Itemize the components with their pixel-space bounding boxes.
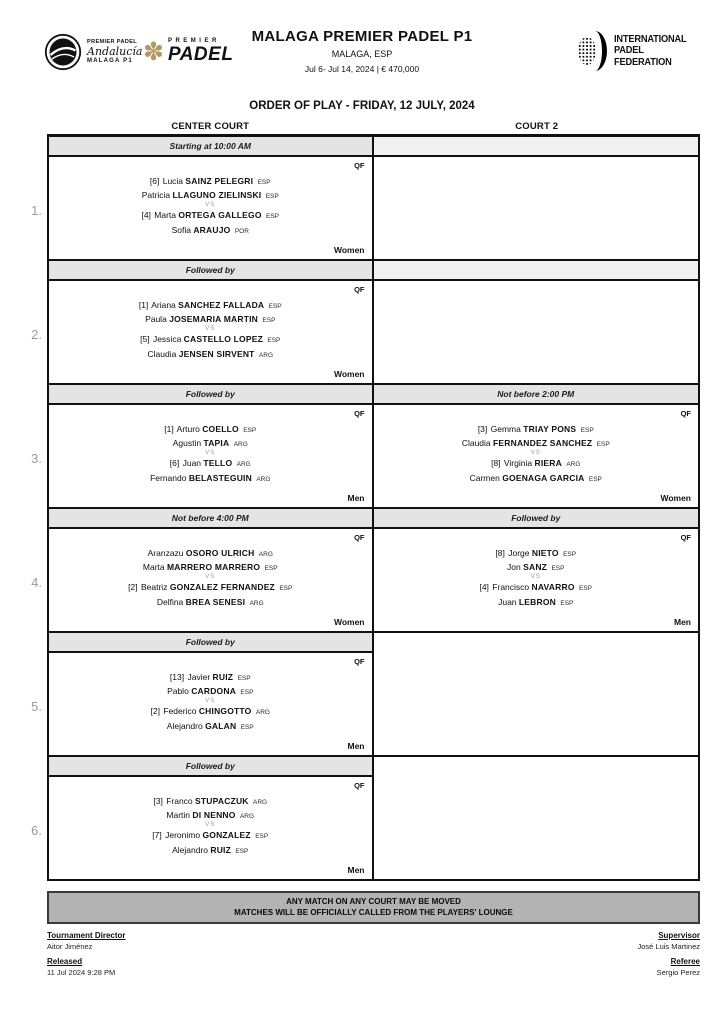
player-line xyxy=(166,810,254,820)
player-last-name: ARAUJO xyxy=(193,224,231,235)
player-first-name: Francisco xyxy=(492,582,530,592)
player-last-name: DI NENNO xyxy=(192,810,236,820)
player-last-name: SANZ xyxy=(523,562,548,572)
player-line xyxy=(151,706,270,716)
time-strip: Followed by xyxy=(49,261,372,281)
malaga-logo-line1: PREMIER PADEL xyxy=(87,39,138,46)
released-value: 11 Jul 2024 9:28 PM xyxy=(47,968,116,977)
footer-right xyxy=(637,931,700,983)
schedule-row-3 xyxy=(31,383,698,507)
time-strip: Followed by xyxy=(49,633,372,653)
court2-header: COURT 2 xyxy=(515,121,559,132)
player-first-name: Jon xyxy=(507,562,521,572)
player-last-name: CASTELLO LOPEZ xyxy=(183,334,263,344)
row-number: 3. xyxy=(31,451,42,466)
player-first-name: Paula xyxy=(145,314,167,324)
player-country: ESP xyxy=(580,426,594,434)
player-last-name: GONZALEZ xyxy=(202,830,251,840)
malaga-logo-line3: MALAGA P1 xyxy=(87,58,133,65)
player-line xyxy=(141,210,279,220)
match-cell-empty xyxy=(374,281,699,383)
player-first-name: Arturo xyxy=(176,423,200,434)
player-first-name: Juan xyxy=(498,596,517,607)
malaga-logo-line2: Andalucía xyxy=(87,45,143,59)
player-last-name: TRIAY PONS xyxy=(523,423,577,434)
player-country: ESP xyxy=(279,585,293,592)
player-line xyxy=(479,582,592,592)
supervisor-label: Supervisor xyxy=(658,931,700,940)
player-country: ESP xyxy=(579,585,593,592)
player-line xyxy=(150,473,270,483)
player-last-name: MARRERO MARRERO xyxy=(167,562,261,572)
player-line xyxy=(128,582,292,592)
player-last-name: JOSEMARIA MARTIN xyxy=(169,314,259,324)
player-first-name: Delfina xyxy=(156,596,184,607)
player-country: ESP xyxy=(588,475,602,483)
player-line xyxy=(478,424,594,434)
player-last-name: BREA SENESI xyxy=(185,596,246,607)
schedule-row-2 xyxy=(31,259,698,383)
player-last-name: BELASTEGUIN xyxy=(188,472,252,483)
round-label: QF xyxy=(354,285,365,294)
vs-label: VS xyxy=(205,450,216,456)
premier-word: PREMIER xyxy=(167,38,220,44)
player-last-name: RUIZ xyxy=(210,844,232,855)
player-seed: [8] xyxy=(491,458,501,468)
player-line xyxy=(147,349,273,359)
player-line xyxy=(170,458,251,468)
player-first-name: Alejandro xyxy=(172,844,208,855)
player-country: ESP xyxy=(240,723,254,731)
player-line xyxy=(139,300,282,310)
row-number: 4. xyxy=(31,575,42,590)
tournament-dates-prize: Jul 6- Jul 14, 2024 | € 470,000 xyxy=(304,64,420,74)
players-list xyxy=(374,415,699,491)
player-first-name: Juan xyxy=(182,458,202,468)
player-first-name: Beatriz xyxy=(140,582,168,592)
players-list xyxy=(49,663,372,739)
player-last-name: FERNANDEZ SANCHEZ xyxy=(493,438,593,448)
ipf-logo-text xyxy=(614,34,686,68)
gender-label: Men xyxy=(674,617,691,627)
player-last-name: TELLO xyxy=(203,458,233,468)
player-line xyxy=(153,796,267,806)
referee-name: Sergio Perez xyxy=(656,968,700,977)
players-list xyxy=(49,291,372,367)
tournament-title: MALAGA PREMIER PADEL P1 xyxy=(251,28,473,45)
player-country: ESP xyxy=(551,565,565,572)
gender-label: Men xyxy=(347,865,365,875)
player-last-name: GOENAGA GARCIA xyxy=(502,472,585,483)
players-list xyxy=(49,167,372,243)
vs-label: VS xyxy=(205,574,216,580)
player-country: ESP xyxy=(264,565,278,572)
time-strip: Starting at 10:00 AM xyxy=(49,137,372,157)
vs-label: VS xyxy=(205,202,216,208)
player-line xyxy=(170,672,251,682)
player-line xyxy=(491,458,580,468)
player-line xyxy=(164,424,256,434)
notice-line2: MATCHES WILL BE OFFICIALLY CALLED FROM THE PLAYERS' LOUNGE xyxy=(234,908,513,917)
gender-label: Men xyxy=(347,493,365,503)
center-court-cell xyxy=(49,385,374,507)
center-court-header: CENTER COURT xyxy=(171,121,250,132)
padel-word: PADEL xyxy=(167,44,234,65)
match-cell xyxy=(49,777,372,879)
player-first-name: Claudia xyxy=(147,348,177,359)
player-line xyxy=(173,438,248,448)
court2-cell xyxy=(374,385,699,507)
vs-label: VS xyxy=(530,574,541,580)
round-label: QF xyxy=(680,533,691,542)
center-court-cell xyxy=(49,137,374,259)
gender-label: Women xyxy=(660,493,691,503)
match-cell xyxy=(49,405,372,507)
player-line xyxy=(167,721,254,731)
player-line xyxy=(142,190,279,200)
player-country: ESP xyxy=(240,689,254,696)
player-last-name: STUPACZUK xyxy=(195,795,249,806)
player-country: ESP xyxy=(257,178,271,186)
player-first-name: Marta xyxy=(142,562,165,572)
player-line xyxy=(143,562,278,572)
player-last-name: CHINGOTTO xyxy=(198,706,252,716)
player-line xyxy=(172,225,249,235)
players-list xyxy=(49,539,372,615)
round-label: QF xyxy=(354,533,365,542)
match-cell xyxy=(49,529,372,631)
vs-label: VS xyxy=(530,450,541,456)
player-last-name: OSORO ULRICH xyxy=(185,547,255,558)
player-last-name: LLAGUNO ZIELINSKI xyxy=(172,190,262,200)
court2-cell xyxy=(374,633,699,755)
player-line xyxy=(152,830,268,840)
ipf-line3: FEDERATION xyxy=(613,55,672,68)
player-last-name: LEBRON xyxy=(518,596,556,607)
vs-label: VS xyxy=(205,326,216,332)
player-first-name: Jorge xyxy=(508,547,530,558)
player-last-name: RIERA xyxy=(534,458,562,468)
match-cell xyxy=(49,157,372,259)
player-line xyxy=(145,314,275,324)
player-country: ESP xyxy=(560,599,574,607)
player-first-name: Jeronimo xyxy=(165,830,201,840)
match-cell xyxy=(49,653,372,755)
player-country: ARG xyxy=(256,475,271,483)
player-last-name: SAINZ PELEGRI xyxy=(185,175,254,186)
player-first-name: Martin xyxy=(166,810,191,820)
player-first-name: Agustin xyxy=(172,438,202,448)
player-last-name: GONZALEZ FERNANDEZ xyxy=(169,582,275,592)
player-country: ESP xyxy=(255,833,269,840)
ipf-globe-icon xyxy=(577,31,607,71)
player-country: ARG xyxy=(255,709,270,716)
player-last-name: GALAN xyxy=(205,720,237,731)
player-last-name: SANCHEZ FALLADA xyxy=(178,299,265,310)
player-country: ESP xyxy=(265,193,279,200)
player-country: ESP xyxy=(596,441,610,448)
player-line xyxy=(507,562,564,572)
player-seed: [2] xyxy=(150,706,160,716)
round-label: QF xyxy=(354,161,365,170)
court2-cell xyxy=(374,509,699,631)
player-line xyxy=(148,548,273,558)
time-strip-empty xyxy=(374,137,699,157)
match-cell-empty xyxy=(374,157,699,259)
gender-label: Women xyxy=(333,617,365,627)
schedule-row-5 xyxy=(31,631,698,755)
referee-label: Referee xyxy=(670,957,700,966)
player-first-name: Aranzazu xyxy=(147,547,184,558)
match-cell xyxy=(374,529,699,631)
player-seed: [3] xyxy=(153,795,163,806)
player-country: ESP xyxy=(266,213,280,220)
player-last-name: NIETO xyxy=(531,547,559,558)
player-first-name: Javier xyxy=(187,671,211,682)
match-cell-empty xyxy=(374,757,699,879)
player-last-name: COELLO xyxy=(202,423,239,434)
player-first-name: Carmen xyxy=(469,472,500,483)
player-first-name: Franco xyxy=(166,795,193,806)
player-first-name: Marta xyxy=(154,210,177,220)
player-country: ARG xyxy=(258,351,274,359)
ipf-logo xyxy=(577,31,696,71)
vs-label: VS xyxy=(205,822,216,828)
player-country: POR xyxy=(234,227,249,235)
premier-padel-flower-icon: ✽ xyxy=(143,37,164,66)
row-number: 2. xyxy=(31,327,42,342)
footer-left xyxy=(47,931,126,983)
player-country: ESP xyxy=(563,550,577,558)
supervisor-name: José Luis Martinez xyxy=(637,942,700,951)
court2-cell xyxy=(374,261,699,383)
row-number: 6. xyxy=(31,823,42,838)
player-line xyxy=(172,845,248,855)
time-strip: Followed by xyxy=(49,757,372,777)
player-line xyxy=(495,548,576,558)
match-cell xyxy=(49,281,372,383)
page-footer xyxy=(47,931,700,983)
center-court-cell xyxy=(49,757,374,879)
player-first-name: Patricia xyxy=(141,190,171,200)
ipf-line1: INTERNATIONAL xyxy=(613,33,687,45)
notice-banner xyxy=(47,891,700,924)
player-country: ARG xyxy=(258,550,273,558)
schedule-row-1 xyxy=(31,137,698,259)
player-seed: [6] xyxy=(169,458,180,468)
notice-line1: ANY MATCH ON ANY COURT MAY BE MOVED xyxy=(286,897,461,906)
player-line xyxy=(470,473,602,483)
player-first-name: Alejandro xyxy=(166,720,203,731)
player-country: ARG xyxy=(566,461,581,468)
time-strip: Followed by xyxy=(49,385,372,405)
player-first-name: Virginia xyxy=(503,458,533,468)
player-country: ESP xyxy=(237,674,251,682)
player-last-name: ORTEGA GALLEGO xyxy=(178,210,262,220)
player-last-name: TAPIA xyxy=(203,438,230,448)
page-header xyxy=(0,0,724,94)
player-first-name: Federico xyxy=(163,706,197,716)
round-label: QF xyxy=(354,781,365,790)
player-seed: [3] xyxy=(477,423,488,434)
player-seed: [13] xyxy=(169,671,185,682)
match-cell xyxy=(374,405,699,507)
player-country: ARG xyxy=(236,461,251,468)
player-seed: [8] xyxy=(495,547,505,558)
row-number: 1. xyxy=(31,203,42,218)
round-label: QF xyxy=(354,657,365,666)
player-seed: [4] xyxy=(141,210,151,220)
player-line xyxy=(140,334,280,344)
player-first-name: Fernando xyxy=(150,472,187,483)
gender-label: Women xyxy=(333,245,365,255)
court-column-headers xyxy=(47,121,700,132)
court2-cell xyxy=(374,757,699,879)
match-cell-empty xyxy=(374,633,699,755)
time-strip: Not before 4:00 PM xyxy=(49,509,372,529)
player-line xyxy=(157,597,264,607)
player-country: ESP xyxy=(243,426,257,434)
players-list xyxy=(374,539,699,615)
player-country: ESP xyxy=(267,337,281,344)
player-first-name: Pablo xyxy=(167,686,189,696)
player-seed: [7] xyxy=(152,830,162,840)
player-country: ARG xyxy=(239,813,255,820)
center-court-cell xyxy=(49,509,374,631)
court2-cell xyxy=(374,137,699,259)
time-strip-empty xyxy=(374,261,699,281)
player-last-name: RUIZ xyxy=(212,671,234,682)
player-seed: [6] xyxy=(149,175,160,186)
row-number: 5. xyxy=(31,699,42,714)
player-line xyxy=(498,597,573,607)
player-first-name: Ariana xyxy=(151,299,176,310)
player-first-name: Jessica xyxy=(152,334,182,344)
round-label: QF xyxy=(680,409,691,418)
round-label: QF xyxy=(354,409,365,418)
order-of-play-title: ORDER OF PLAY - FRIDAY, 12 JULY, 2024 xyxy=(249,100,475,112)
player-country: ESP xyxy=(235,847,249,855)
player-country: ARG xyxy=(253,798,268,806)
vs-label: VS xyxy=(205,698,216,704)
player-country: ESP xyxy=(262,317,276,324)
player-line xyxy=(167,686,253,696)
player-line xyxy=(462,438,610,448)
players-list xyxy=(49,415,372,491)
gender-label: Men xyxy=(347,741,365,751)
schedule-table xyxy=(31,134,700,881)
center-court-cell xyxy=(49,633,374,755)
gender-label: Women xyxy=(333,369,365,379)
player-last-name: CARDONA xyxy=(191,686,237,696)
tournament-director-name: Aitor Jiménez xyxy=(47,942,93,951)
player-first-name: Sofia xyxy=(171,224,191,235)
center-court-cell xyxy=(49,261,374,383)
player-seed: [5] xyxy=(140,334,150,344)
players-list xyxy=(49,787,372,863)
player-line xyxy=(150,176,271,186)
player-country: ARG xyxy=(249,599,264,607)
tournament-location: MALAGA, ESP xyxy=(331,49,393,59)
schedule-row-6 xyxy=(31,755,698,879)
released-label: Released xyxy=(47,957,83,966)
player-country: ARG xyxy=(233,441,248,448)
schedule-row-4 xyxy=(31,507,698,631)
player-country: ESP xyxy=(268,302,282,310)
tournament-director-label: Tournament Director xyxy=(47,931,126,940)
player-last-name: NAVARRO xyxy=(531,582,575,592)
player-first-name: Lucia xyxy=(162,175,184,186)
time-strip: Followed by xyxy=(374,509,699,529)
ipf-line2: PADEL xyxy=(613,44,644,57)
time-strip: Not before 2:00 PM xyxy=(374,385,699,405)
player-seed: [1] xyxy=(138,299,149,310)
player-seed: [2] xyxy=(128,582,138,592)
player-seed: [4] xyxy=(479,582,489,592)
player-seed: [1] xyxy=(164,423,174,434)
player-first-name: Gemma xyxy=(490,423,521,434)
player-first-name: Claudia xyxy=(461,438,491,448)
player-last-name: JENSEN SIRVENT xyxy=(178,348,255,359)
